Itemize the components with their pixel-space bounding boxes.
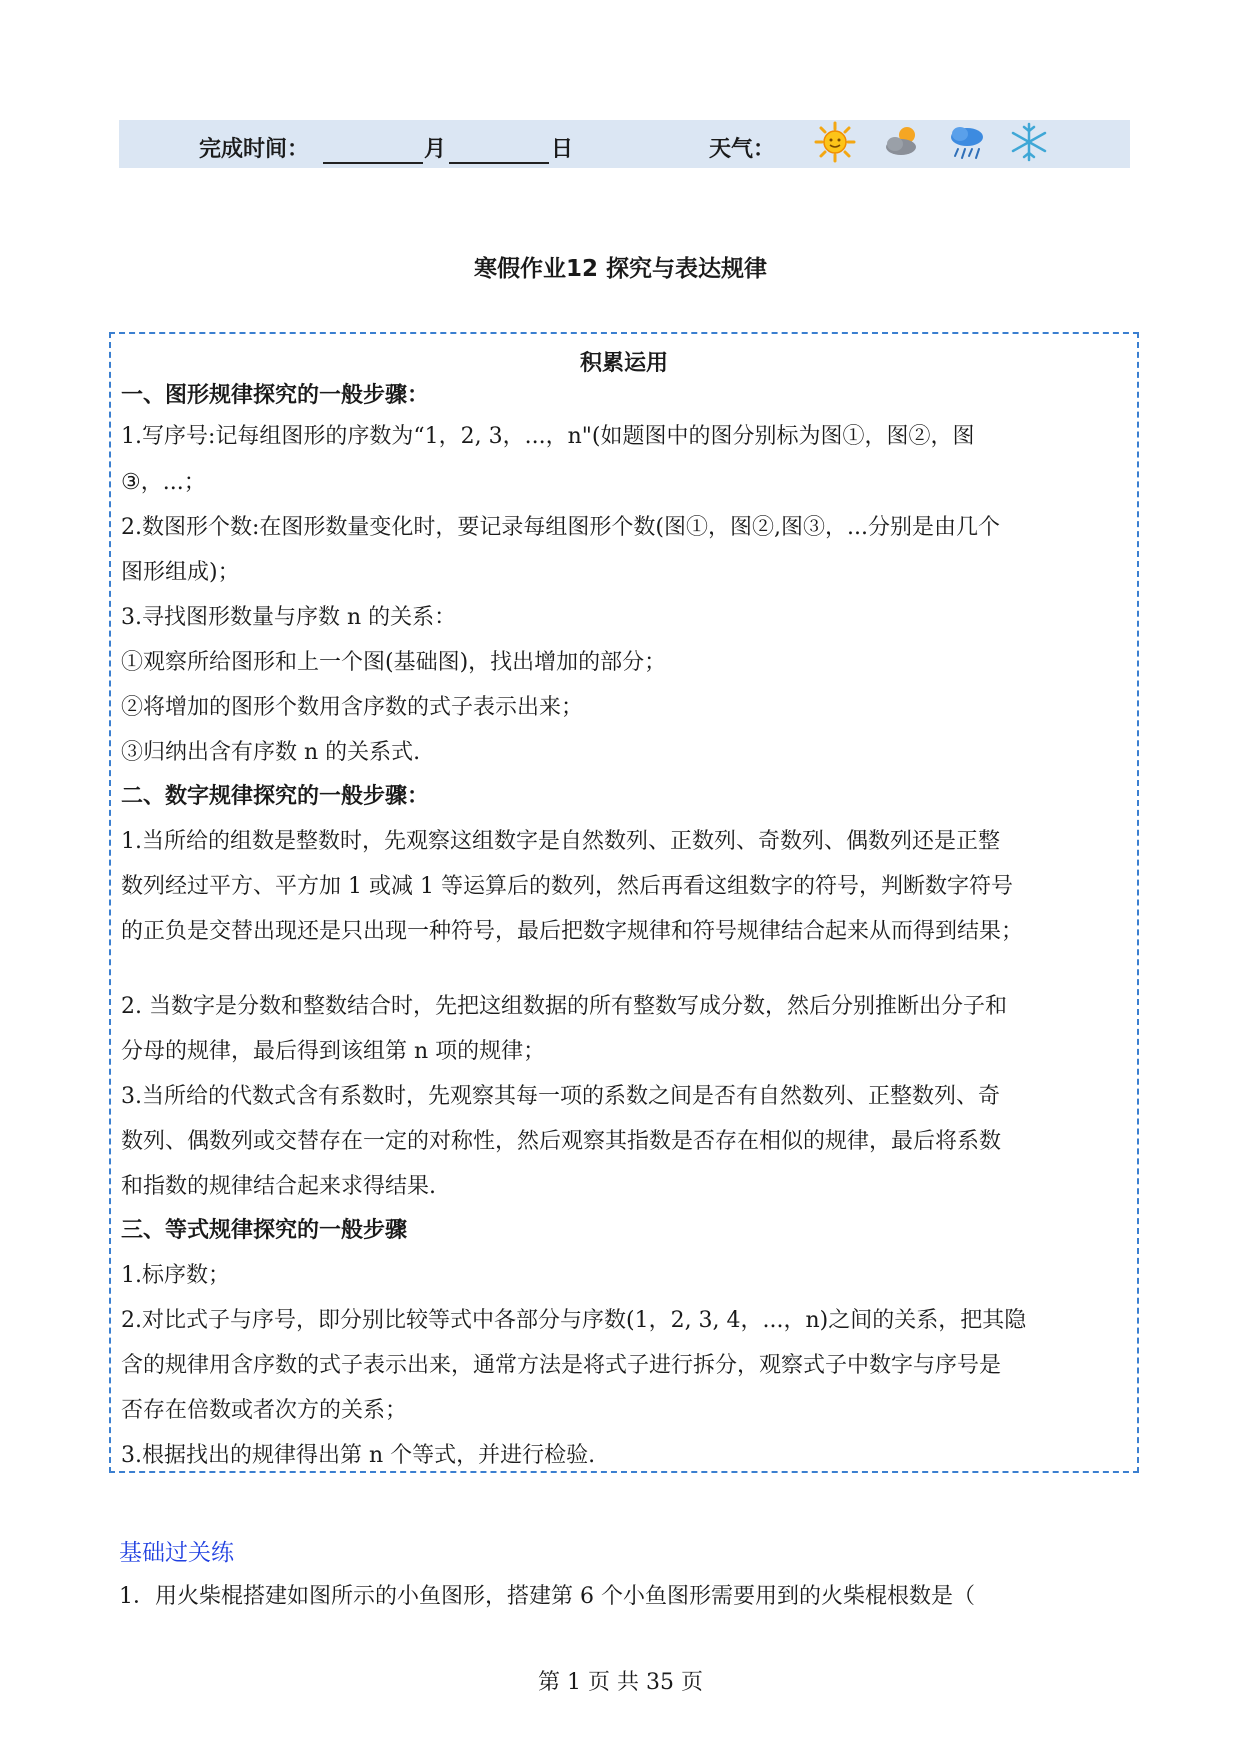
month-blank[interactable]: [323, 162, 423, 164]
day-blank[interactable]: [449, 162, 549, 164]
text-line: 的正负是交替出现还是只出现一种符号，最后把数字规律和符号规律结合起来从而得到结果；: [121, 919, 1024, 944]
text-line: 1.写序号:记每组图形的序数为“1，2, 3，...，n"(如题图中的图分别标为图①，图②，图: [121, 424, 975, 449]
text-line: 和指数的规律结合起来求得结果.: [121, 1174, 436, 1199]
text-line: 2. 当数字是分数和整数结合时，先把这组数据的所有整数写成分数，然后分别推断出分子和: [121, 994, 1007, 1019]
text-line: ②将增加的图形个数用含序数的式子表示出来；: [121, 695, 584, 720]
text-line: 1.标序数；: [121, 1263, 230, 1288]
heading-number-rules: 二、数字规律探究的一般步骤：: [121, 784, 430, 809]
text-line: ③归纳出含有序数 n 的关系式.: [121, 740, 421, 765]
text-line: 含的规律用含序数的式子表示出来，通常方法是将式子进行拆分，观察式子中数字与序号是: [121, 1353, 1002, 1378]
text-line: 3.寻找图形数量与序数 n 的关系：: [121, 605, 457, 630]
document-title: 寒假作业12 探究与表达规律: [473, 256, 767, 282]
box-title: 积累运用: [579, 351, 668, 376]
sun-icon[interactable]: [813, 120, 857, 164]
rain-cloud-icon[interactable]: [945, 120, 989, 164]
text-line: ①观察所给图形和上一个图(基础图)，找出增加的部分；: [121, 650, 667, 675]
partly-cloudy-icon[interactable]: [881, 120, 925, 164]
completion-time-label: 完成时间：: [199, 137, 310, 162]
header-bar: [119, 120, 1130, 168]
text-line: 图形组成)；: [121, 560, 240, 585]
question-1: 1．用火柴棍搭建如图所示的小鱼图形，搭建第 6 个小鱼图形需要用到的火柴棍根数是（: [119, 1584, 975, 1609]
day-label: 日: [551, 137, 574, 162]
text-line: 数列经过平方、平方加 1 或减 1 等运算后的数列，然后再看这组数字的符号，判断数字符号: [121, 874, 1013, 899]
weather-label: 天气：: [709, 137, 776, 162]
summary-box: [109, 332, 1139, 1473]
text-line: 1.当所给的组数是整数时，先观察这组数字是自然数列、正数列、奇数列、偶数列还是正整: [121, 829, 1000, 854]
heading-figure-rules: 一、图形规律探究的一般步骤：: [121, 383, 430, 408]
text-line: 2.对比式子与序号，即分别比较等式中各部分与序数(1，2, 3, 4，...，n)之间的关系，把其隐: [121, 1308, 1027, 1333]
text-line: 数列、偶数列或交替存在一定的对称性，然后观察其指数是否存在相似的规律，最后将系数: [121, 1129, 1002, 1154]
text-line: 否存在倍数或者次方的关系；: [121, 1398, 408, 1423]
section-title-basic-practice[interactable]: 基础过关练: [119, 1540, 234, 1566]
text-line: 2.数图形个数:在图形数量变化时，要记录每组图形个数(图①，图②,图③，...分别是由几个: [121, 515, 1000, 540]
text-line: 3.根据找出的规律得出第 n 个等式，并进行检验.: [121, 1443, 596, 1468]
snowflake-icon[interactable]: [1007, 120, 1051, 164]
heading-equation-rules: 三、等式规律探究的一般步骤: [121, 1218, 408, 1243]
text-line: 分母的规律，最后得到该组第 n 项的规律；: [121, 1039, 546, 1064]
text-line: ③，...；: [121, 470, 206, 495]
text-line: 3.当所给的代数式含有系数时，先观察其每一项的系数之间是否有自然数列、正整数列、奇: [121, 1084, 1000, 1109]
month-label: 月: [424, 137, 447, 162]
page-footer: 第 1 页 共 35 页: [538, 1670, 703, 1695]
